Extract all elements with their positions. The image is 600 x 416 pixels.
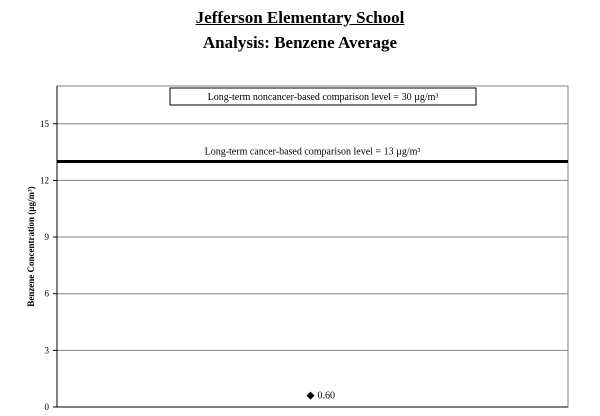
y-tick-label: 15 (40, 118, 49, 129)
plot-area (57, 86, 568, 407)
y-axis-title: Benzene Concentration (µg/m³) (26, 186, 36, 307)
y-tick-label: 6 (44, 288, 49, 299)
chart-subtitle: Analysis: Benzene Average (202, 33, 398, 52)
y-tick-label: 12 (40, 175, 49, 186)
chart-title: Jefferson Elementary School (195, 8, 405, 27)
data-point-label: 0.60 (317, 390, 335, 402)
cancer-comparison-label: Long-term cancer-based comparison level = 13 µg/m³ (204, 146, 421, 158)
noncancer-comparison-label: Long-term noncancer-based comparison level = 30 µg/m³ (207, 92, 439, 103)
y-tick-label: 0 (44, 402, 49, 412)
y-tick-label: 3 (44, 345, 49, 356)
y-tick-label: 9 (44, 232, 49, 243)
